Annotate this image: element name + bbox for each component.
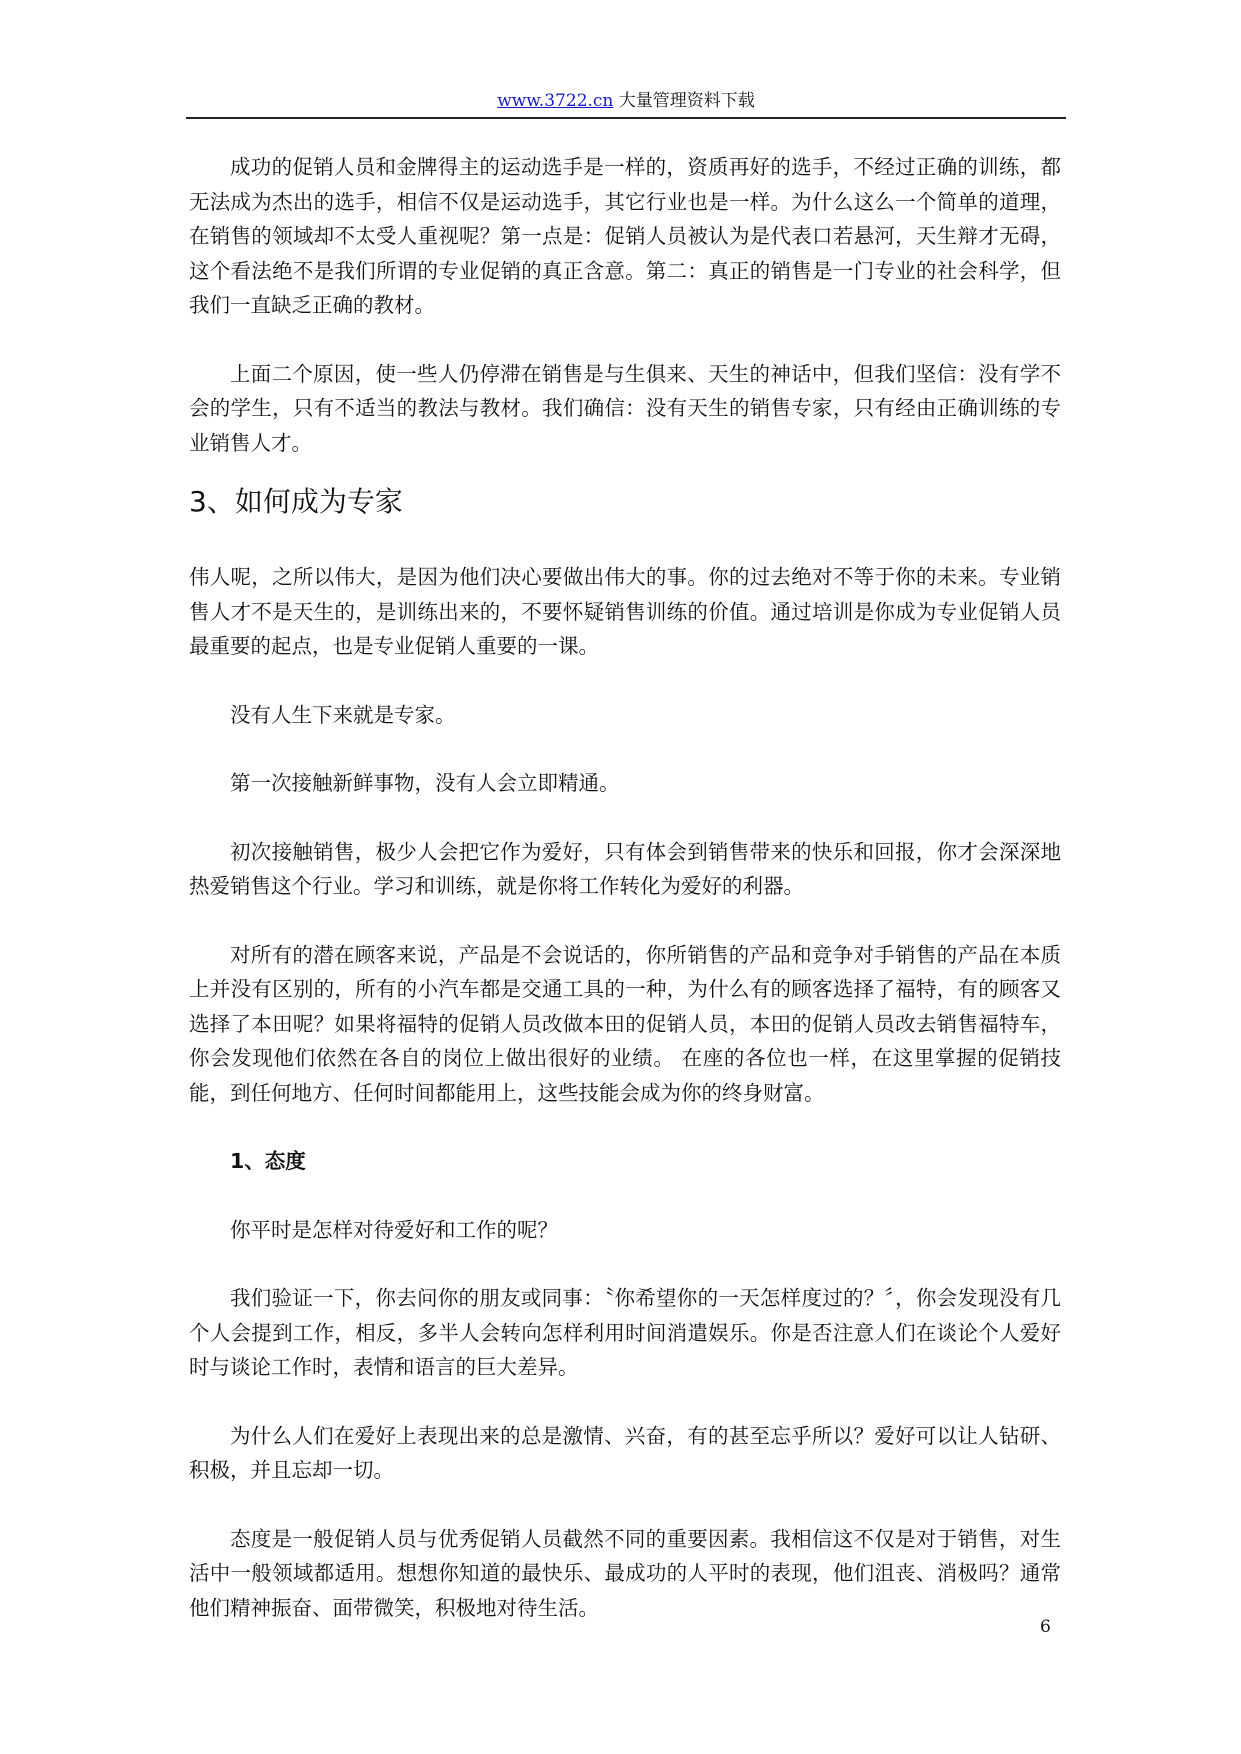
subheading-attitude: 1、态度 bbox=[230, 1149, 306, 1173]
paragraph-5: 第一次接触新鲜事物，没有人会立即精通。 bbox=[230, 771, 620, 795]
paragraph-3: 伟人呢，之所以伟大，是因为他们决心要做出伟大的事。你的过去绝对不等于你的未来。专业销售人才不是天生的，是训练出来的，不要怀疑销售训练的价值。通过培训是你成为专业促销人员最重要的起点，也是专业促销人重要的一课。 bbox=[189, 565, 1061, 658]
paragraph-4: 没有人生下来就是专家。 bbox=[230, 702, 456, 727]
paragraph-9: 我们验证一下，你去问你的朋友或同事：〝你希望你的一天怎样度过的？〞，你会发现没有几个人会提到工作，相反，多半人会转向怎样利用时间消遣娱乐。你是否注意人们在谈论个人爱好时与谈论工作时，表情和语言的巨大差异。 bbox=[189, 1286, 1061, 1379]
header-text: 大量管理资料下载 bbox=[613, 91, 755, 111]
paragraph-11: 态度是一般促销人员与优秀促销人员截然不同的重要因素。我相信这不仅是对于销售，对生活中一般领域都适用。想想你知道的最快乐、最成功的人平时的表现，他们沮丧、消极吗？通常他们精神振奋、面带微笑，积极地对待生活。 bbox=[189, 1526, 1061, 1620]
paragraph-8: 你平时是怎样对待爱好和工作的呢？ bbox=[230, 1217, 558, 1242]
page-header bbox=[186, 90, 1066, 112]
paragraph-2: 上面二个原因，使一些人仍停滞在销售是与生俱来、天生的神话中，但我们坚信：没有学不会的学生，只有不适当的教法与教材。我们确信：没有天生的销售专家，只有经由正确训练的专业销售人才。 bbox=[189, 361, 1061, 455]
header-link[interactable]: www.3722.cn bbox=[497, 91, 614, 111]
header-divider bbox=[186, 117, 1066, 119]
paragraph-6: 初次接触销售，极少人会把它作为爱好，只有体会到销售带来的快乐和回报，你才会深深地热爱销售这个行业。学习和训练，就是你将工作转化为爱好的利器。 bbox=[189, 839, 1061, 898]
paragraph-7: 对所有的潜在顾客来说，产品是不会说话的，你所销售的产品和竞争对手销售的产品在本质上并没有区别的，所有的小汽车都是交通工具的一种，为什么有的顾客选择了福特，有的顾客又选择了本田呢？如果将福特的促销人员改做本田的促销人员，本田的促销人员改去销售福特车，你会发现他们依然在各自的岗位上做出很好的业绩。 在座的各位也一样，在这里掌握的促销技能，到任何地方、任何时间都能用上，这些技能会成为你的终身财富。 bbox=[189, 942, 1061, 1105]
paragraph-10: 为什么人们在爱好上表现出来的总是激情、兴奋，有的甚至忘乎所以？爱好可以让人钻研、积极，并且忘却一切。 bbox=[189, 1423, 1061, 1482]
body-top bbox=[189, 150, 1061, 460]
body-main bbox=[189, 560, 1061, 1625]
section-heading: 3、如何成为专家 bbox=[189, 485, 403, 518]
paragraph-1: 成功的促销人员和金牌得主的运动选手是一样的，资质再好的选手，不经过正确的训练，都无法成为杰出的选手，相信不仅是运动选手，其它行业也是一样。为什么这么一个简单的道理，在销售的领域却不太受人重视呢？第一点是：促销人员被认为是代表口若悬河，天生辩才无碍，这个看法绝不是我们所谓的专业促销的真正含意。第二：真正的销售是一门专业的社会科学，但我们一直缺乏正确的教材。 bbox=[189, 155, 1061, 317]
page-number: 6 bbox=[1040, 1617, 1051, 1637]
